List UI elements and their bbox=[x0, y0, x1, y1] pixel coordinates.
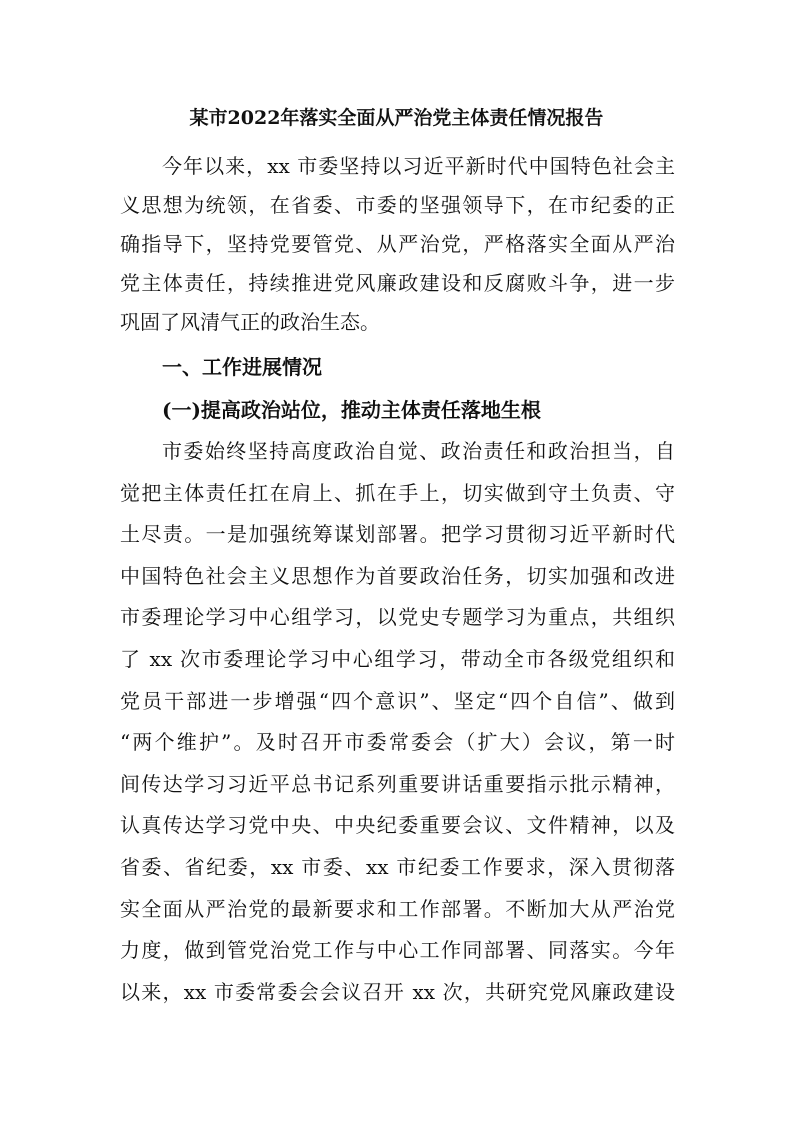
text-line: 以来，xx 市委常委会会议召开 xx 次，共研究党风廉政建设 bbox=[120, 979, 675, 1004]
text-line: 义思想为统领，在省委、市委的坚强领导下，在市纪委的正 bbox=[120, 193, 675, 217]
text-line: 觉把主体责任扛在肩上、抓在手上，切实做到守土负责、守 bbox=[120, 480, 675, 505]
text-line: 巩固了风清气正的政治生态。 bbox=[120, 310, 380, 334]
text-line: 实全面从严治党的最新要求和工作部署。不断加大从严治党 bbox=[120, 896, 675, 921]
text-line: 确指导下，坚持党要管党、从严治党，严格落实全面从严治 bbox=[120, 232, 675, 256]
subsection-heading: (一)提高政治站位，推动主体责任落地生根 bbox=[162, 398, 541, 422]
intro-paragraph bbox=[120, 147, 675, 342]
text-line: 土尽责。一是加强统筹谋划部署。把学习贯彻习近平新时代 bbox=[120, 522, 675, 547]
text-line: “两个维护”。及时召开市委常委会（扩大）会议，第一时 bbox=[120, 730, 675, 755]
text-line: 党主体责任，持续推进党风廉政建设和反腐败斗争，进一步 bbox=[120, 271, 675, 295]
text-line: 认真传达学习党中央、中央纪委重要会议、文件精神，以及 bbox=[120, 813, 675, 838]
text-line: 力度，做到管党治党工作与中心工作同部署、同落实。今年 bbox=[120, 938, 675, 963]
text-line: 党员干部进一步增强“四个意识”、坚定“四个自信”、做到 bbox=[120, 688, 675, 713]
text-line: 了 xx 次市委理论学习中心组学习，带动全市各级党组织和 bbox=[120, 646, 675, 671]
body-paragraph bbox=[120, 431, 675, 1013]
text-line: 市委理论学习中心组学习，以党史专题学习为重点，共组织 bbox=[120, 605, 675, 630]
text-line: 今年以来，xx 市委坚持以习近平新时代中国特色社会主 bbox=[162, 154, 675, 178]
text-line: 市委始终坚持高度政治自觉、政治责任和政治担当，自 bbox=[162, 439, 675, 463]
document-title: 某市2022年落实全面从严治党主体责任情况报告 bbox=[189, 107, 604, 129]
text-line: 省委、省纪委，xx 市委、xx 市纪委工作要求，深入贯彻落 bbox=[120, 854, 675, 879]
text-line: 中国特色社会主义思想作为首要政治任务，切实加强和改进 bbox=[120, 563, 675, 588]
section-heading: 一、工作进展情况 bbox=[162, 355, 322, 379]
text-line: 间传达学习习近平总书记系列重要讲话重要指示批示精神， bbox=[120, 771, 675, 796]
